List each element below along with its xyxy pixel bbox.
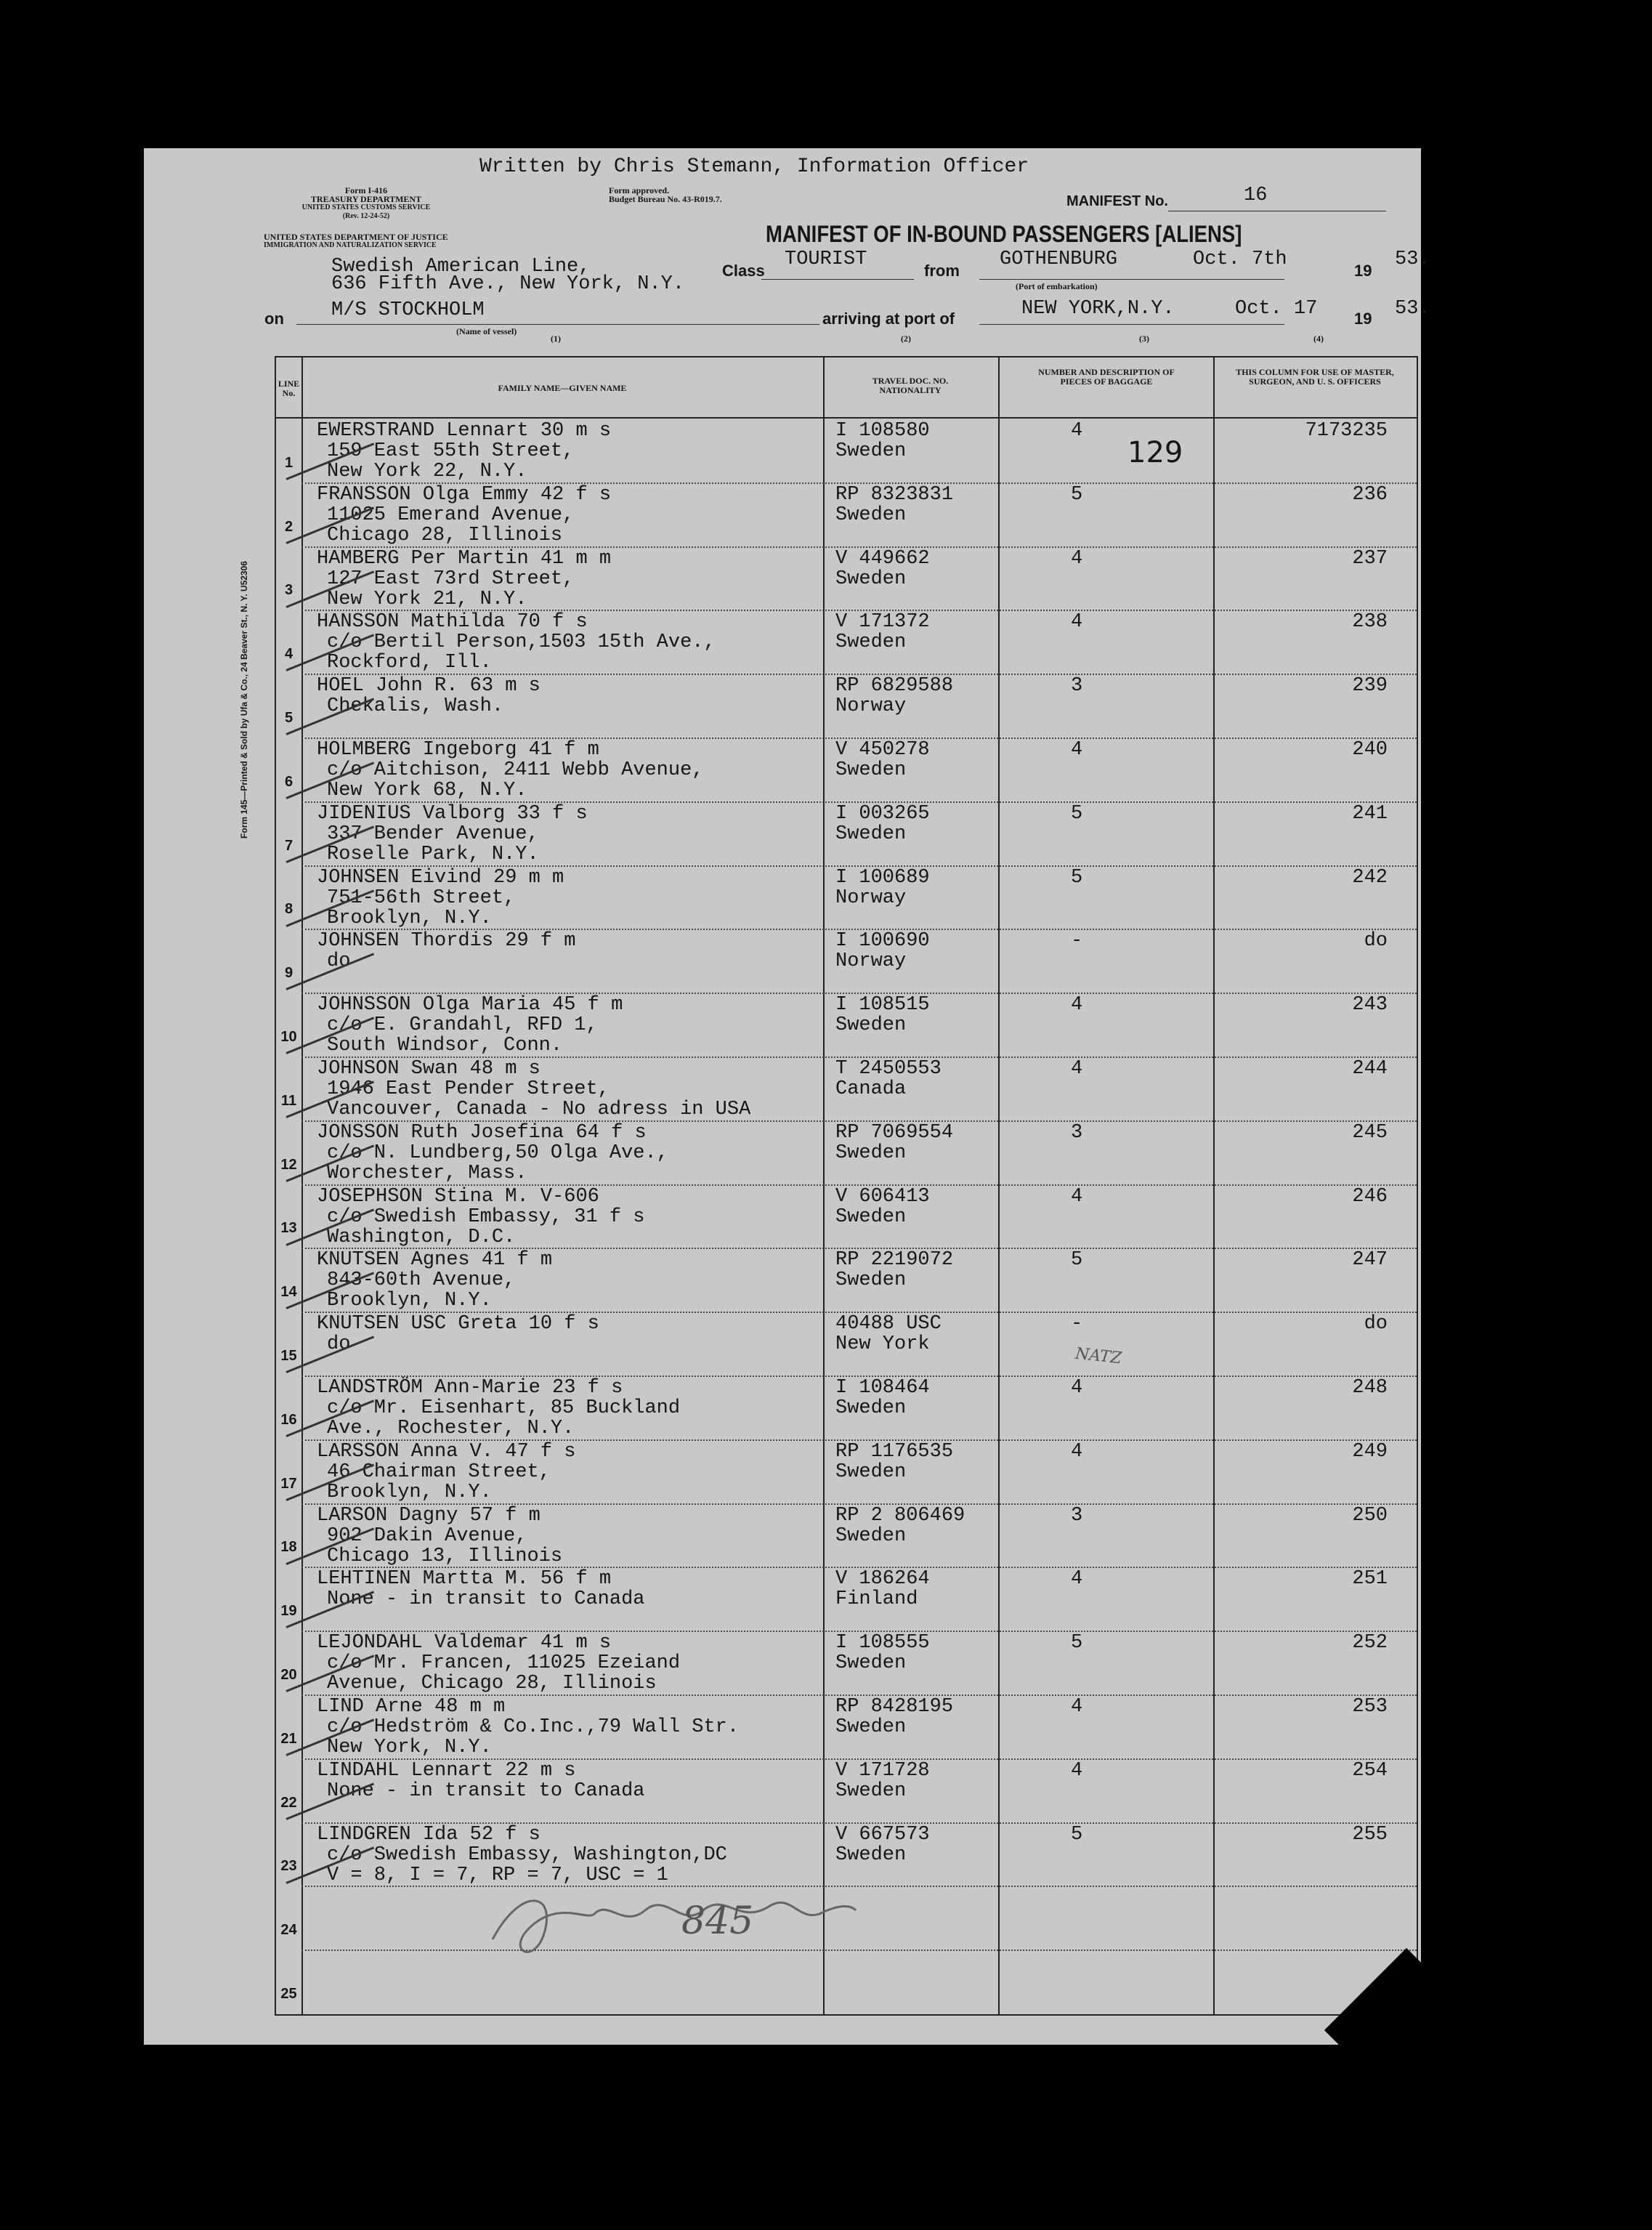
passenger-address-line: c/o Mr. Francen, 11025 Ezeiand [327, 1652, 681, 1675]
nationality: Sweden [835, 1142, 907, 1164]
officer-number: do [1364, 1313, 1388, 1336]
passenger-address-line: Chekalis, Wash. [327, 695, 504, 718]
col-divider [823, 357, 825, 2014]
baggage-count: 4 [1071, 1377, 1083, 1399]
customs-label: UNITED STATES CUSTOMS SERVICE [301, 203, 431, 211]
baggage-count: 3 [1071, 675, 1083, 698]
passenger-name-line: JONSSON Ruth Josefina 64 f s [317, 1121, 647, 1144]
row-number: 14 [280, 1284, 297, 1301]
nationality: Finland [835, 1588, 918, 1611]
class-underline [761, 279, 914, 280]
form-approved: Form approved. [609, 185, 670, 195]
row-number: 17 [280, 1475, 297, 1492]
justice-label: UNITED STATES DEPARTMENT OF JUSTICE [264, 232, 448, 242]
form-side-print: Form 145—Printed & Sold by Ufa & Co., 24 Beaver St., N. Y. U52306 [239, 561, 249, 839]
travel-doc-number: V 606413 [835, 1185, 930, 1208]
baggage-count: 4 [1071, 1440, 1083, 1463]
passenger-address-line: New York 21, N.Y. [327, 588, 527, 610]
travel-doc-number: RP 2219072 [835, 1249, 954, 1272]
row-number: 5 [284, 710, 293, 726]
passenger-address-line: c/o Swedish Embassy, Washington,DC [327, 1843, 727, 1866]
justice-block [264, 233, 448, 250]
passenger-address-line: 337 Bender Avenue, [327, 823, 539, 845]
row-number: 18 [280, 1539, 297, 1556]
handwritten-129: 129 [1127, 436, 1183, 469]
baggage-count: 4 [1071, 1185, 1083, 1208]
departure-date: Oct. 7th [1193, 249, 1287, 270]
passenger-address-line: V = 8, I = 7, RP = 7, USC = 1 [327, 1864, 668, 1886]
passenger-address-line: 1946 East Pender Street, [327, 1078, 610, 1100]
travel-doc-number: V 171728 [835, 1759, 930, 1782]
col-header-travel-doc: TRAVEL DOC. NO. NATIONALITY [872, 376, 949, 395]
nationality: Sweden [835, 631, 907, 654]
manifest-title: MANIFEST OF IN-BOUND PASSENGERS [ALIENS] [766, 221, 1242, 247]
passenger-address-line: c/o Swedish Embassy, 31 f s [327, 1205, 645, 1228]
travel-doc-number: I 108464 [835, 1377, 930, 1399]
form-revision: (Rev. 12-24-52) [342, 212, 390, 220]
row-number: 1 [284, 454, 293, 471]
passenger-address-line: c/o E. Grandahl, RFD 1, [327, 1014, 598, 1037]
row-number: 23 [280, 1858, 297, 1875]
row-number: 8 [284, 901, 293, 918]
manifest-no-value: 16 [1244, 185, 1268, 206]
passenger-address-line: Ave., Rochester, N.Y. [327, 1418, 575, 1439]
officer-number: 253 [1352, 1696, 1388, 1718]
form-number: Form I-416 [344, 185, 388, 195]
passenger-address-line: c/o Hedström & Co.Inc.,79 Wall Str. [327, 1716, 740, 1738]
travel-doc-number: T 2450553 [835, 1058, 942, 1080]
passenger-name-line: LINDGREN Ida 52 f s [317, 1823, 540, 1846]
passenger-name-line: JOHNSEN Eivind 29 m m [317, 866, 564, 889]
arrival-port: NEW YORK,N.Y. [1021, 298, 1175, 320]
passenger-address-line: 159 East 55th Street, [327, 440, 575, 462]
passenger-name-line: FRANSSON Olga Emmy 42 f s [317, 483, 612, 506]
officer-number: 251 [1352, 1568, 1388, 1591]
baggage-count: 4 [1071, 420, 1083, 442]
row-number: 3 [284, 582, 293, 599]
travel-doc-number: V 450278 [835, 739, 930, 761]
row-number: 6 [284, 773, 293, 790]
officer-number: 240 [1352, 739, 1388, 761]
officer-number: 248 [1352, 1377, 1388, 1399]
officer-number: do [1364, 930, 1388, 953]
baggage-count: 5 [1071, 1632, 1083, 1655]
budget-bureau: Budget Bureau No. 43-R019.7. [609, 194, 722, 204]
passenger-address-line: Roselle Park, N.Y. [327, 843, 539, 865]
vessel-underline [296, 324, 819, 325]
passenger-address-line: New York, N.Y. [327, 1737, 492, 1758]
travel-doc-number: V 449662 [835, 547, 930, 570]
officer-number: 244 [1352, 1058, 1388, 1080]
passenger-address-line: do [327, 950, 351, 973]
nationality: Sweden [835, 1652, 907, 1675]
nationality: Sweden [835, 504, 907, 526]
header-divider [276, 417, 1417, 419]
passenger-address-line: Rockford, Ill. [327, 652, 492, 674]
officer-number: 237 [1352, 547, 1388, 570]
passenger-name-line: JOSEPHSON Stina M. V-606 [317, 1185, 599, 1208]
nationality: Sweden [835, 823, 907, 845]
passenger-name-line: LEHTINEN Martta M. 56 f m [317, 1568, 612, 1591]
from-label: from [924, 262, 960, 280]
passenger-address-line: Worchester, Mass. [327, 1162, 527, 1184]
nationality: Sweden [835, 440, 907, 462]
officer-number: 249 [1352, 1440, 1388, 1463]
nationality: Sweden [835, 1397, 907, 1419]
baggage-count: 4 [1071, 1696, 1083, 1718]
travel-doc-number: 40488 USC [835, 1313, 942, 1336]
year-prefix-1: 19 [1354, 262, 1372, 280]
passenger-name-line: JOHNSON Swan 48 m s [317, 1058, 540, 1080]
year-value-1: 53. [1395, 249, 1430, 270]
nationality: Sweden [835, 1843, 907, 1866]
port-embarkation-caption: (Port of embarkation) [1016, 281, 1098, 291]
passenger-address-line: do [327, 1333, 351, 1356]
class-label: Class [722, 262, 765, 280]
passenger-name-line: HANSSON Mathilda 70 f s [317, 611, 588, 634]
baggage-count: 5 [1071, 1823, 1083, 1846]
nationality: Sweden [835, 1716, 907, 1738]
passenger-name-line: LANDSTRÖM Ann-Marie 23 f s [317, 1377, 623, 1399]
year-prefix-2: 19 [1354, 310, 1372, 328]
nationality: Sweden [835, 567, 907, 590]
baggage-count: - [1071, 930, 1083, 953]
arriving-label: arriving at port of [822, 310, 955, 328]
row-number: 20 [280, 1667, 297, 1683]
officer-number: 252 [1352, 1632, 1388, 1655]
passenger-address-line: Washington, D.C. [327, 1226, 516, 1248]
passenger-address-line: Brooklyn, N.Y. [327, 1481, 492, 1503]
baggage-count: - [1071, 1313, 1083, 1336]
travel-doc-number: I 100690 [835, 930, 930, 953]
shipping-line-address: 636 Fifth Ave., New York, N.Y. [331, 273, 685, 295]
travel-doc-number: V 171372 [835, 611, 930, 634]
vessel-caption: (Name of vessel) [456, 326, 517, 336]
row-number: 15 [280, 1348, 297, 1364]
officer-number: 245 [1352, 1121, 1388, 1144]
row-number: 21 [280, 1730, 297, 1747]
officer-number: 243 [1352, 994, 1388, 1017]
passenger-address-line: New York 68, N.Y. [327, 780, 527, 801]
travel-doc-number: I 100689 [835, 866, 930, 889]
row-number: 16 [280, 1411, 297, 1428]
ins-label: IMMIGRATION AND NATURALIZATION SERVICE [264, 241, 437, 249]
row-number: 25 [280, 1986, 297, 2002]
passenger-address-line: 751-56th Street, [327, 886, 516, 909]
nationality: Sweden [835, 1524, 907, 1547]
travel-doc-number: RP 6829588 [835, 675, 954, 698]
passenger-address-line: None - in transit to Canada [327, 1779, 645, 1802]
passenger-address-line: New York 22, N.Y. [327, 461, 527, 482]
officer-number: 255 [1352, 1823, 1388, 1846]
passenger-address-line: 127 East 73rd Street, [327, 567, 575, 590]
passenger-address-line: c/o Mr. Eisenhart, 85 Buckland [327, 1397, 681, 1419]
baggage-count: 5 [1071, 866, 1083, 889]
col1-caption: (1) [551, 334, 561, 344]
col2-caption: (2) [901, 334, 911, 344]
passenger-name-line: LARSON Dagny 57 f m [317, 1504, 540, 1527]
from-underline [979, 279, 1284, 280]
row-number: 11 [280, 1092, 297, 1109]
arrival-underline [979, 324, 1284, 325]
passenger-name-line: JOHNSSON Olga Maria 45 f m [317, 994, 623, 1017]
arrival-date: Oct. 17 [1235, 298, 1318, 320]
passenger-address-line: None - in transit to Canada [327, 1588, 645, 1611]
passenger-address-line: c/o Aitchison, 2411 Webb Avenue, [327, 759, 704, 781]
row-number: 13 [280, 1220, 297, 1237]
treasury-block [293, 186, 439, 221]
officer-number: 254 [1352, 1759, 1388, 1782]
passenger-name-line: HOEL John R. 63 m s [317, 675, 540, 698]
on-label: on [264, 310, 284, 328]
col-divider [998, 357, 1000, 2014]
nationality: Sweden [835, 1269, 907, 1292]
passenger-address-line: Chicago 13, Illinois [327, 1545, 563, 1567]
passenger-address-line: Brooklyn, N.Y. [327, 907, 492, 929]
nationality: Canada [835, 1078, 907, 1100]
row-number: 4 [284, 646, 293, 663]
officer-number: 236 [1352, 483, 1388, 506]
approval-block [609, 186, 722, 203]
passenger-name-line: HOLMBERG Ingeborg 41 f m [317, 739, 599, 761]
baggage-count: 5 [1071, 1249, 1083, 1272]
passenger-name-line: KNUTSEN Agnes 41 f m [317, 1249, 553, 1272]
nationality: Sweden [835, 1014, 907, 1037]
passenger-name-line: HAMBERG Per Martin 41 m m [317, 547, 612, 570]
passenger-name-line: LIND Arne 48 m m [317, 1696, 506, 1718]
row-number: 2 [284, 518, 293, 535]
baggage-count: 4 [1071, 611, 1083, 634]
row-number: 12 [280, 1156, 297, 1173]
nationality: New York [835, 1333, 930, 1356]
travel-doc-number: I 003265 [835, 802, 930, 825]
passenger-address-line: Chicago 28, Illinois [327, 524, 563, 546]
officer-number: 7173235 [1305, 420, 1388, 442]
travel-doc-number: V 186264 [835, 1568, 930, 1591]
officer-number: 239 [1352, 675, 1388, 698]
handwritten-845: 845 [681, 1899, 754, 1943]
passenger-name-line: JOHNSEN Thordis 29 f m [317, 930, 576, 953]
travel-doc-number: I 108515 [835, 994, 930, 1017]
shipping-line-name: Swedish American Line, [331, 256, 591, 278]
officer-number: 241 [1352, 802, 1388, 825]
officer-number: 250 [1352, 1504, 1388, 1527]
row-number: 9 [284, 965, 293, 982]
passenger-name-line: EWERSTRAND Lennart 30 m s [317, 420, 612, 442]
col-divider [301, 357, 303, 2014]
baggage-count: 4 [1071, 1759, 1083, 1782]
passenger-address-line: c/o N. Lundberg,50 Olga Ave., [327, 1142, 668, 1164]
col4-caption: (4) [1313, 334, 1324, 344]
baggage-count: 5 [1071, 483, 1083, 506]
nationality: Sweden [835, 1779, 907, 1802]
manifest-no-label: MANIFEST No. [1066, 193, 1168, 209]
passenger-name-line: LEJONDAHL Valdemar 41 m s [317, 1632, 612, 1655]
baggage-count: 4 [1071, 994, 1083, 1017]
row-number: 7 [284, 837, 293, 854]
travel-doc-number: I 108580 [835, 420, 930, 442]
passenger-address-line: Brooklyn, N.Y. [327, 1290, 492, 1312]
passenger-name-line: KNUTSEN USC Greta 10 f s [317, 1313, 599, 1336]
baggage-count: 5 [1071, 802, 1083, 825]
nationality: Sweden [835, 1461, 907, 1483]
passenger-table [275, 356, 1418, 2016]
col-header-line-no: LINE No. [278, 379, 300, 398]
row-number: 10 [280, 1029, 297, 1045]
vessel-name: M/S STOCKHOLM [331, 299, 485, 321]
nationality: Norway [835, 950, 907, 973]
passenger-address-line: 46 Chairman Street, [327, 1461, 551, 1483]
col-header-baggage: NUMBER AND DESCRIPTION OF PIECES OF BAGGAGE [1038, 367, 1175, 387]
nationality: Sweden [835, 1205, 907, 1228]
passenger-address-line: 843-60th Avenue, [327, 1269, 516, 1292]
row-number: 22 [280, 1794, 297, 1811]
baggage-count: 4 [1071, 1568, 1083, 1591]
officer-number: 238 [1352, 611, 1388, 634]
row-number: 19 [280, 1603, 297, 1620]
travel-doc-number: RP 8323831 [835, 483, 954, 506]
passenger-address-line: South Windsor, Conn. [327, 1035, 563, 1057]
passenger-address-line: 11025 Emerand Avenue, [327, 504, 575, 526]
treasury-label: TREASURY DEPARTMENT [310, 194, 422, 204]
class-value: TOURIST [785, 249, 867, 270]
col3-caption: (3) [1139, 334, 1149, 344]
passenger-address-line: c/o Bertil Person,1503 15th Ave., [327, 631, 716, 654]
baggage-count: 3 [1071, 1121, 1083, 1144]
officer-number: 242 [1352, 866, 1388, 889]
col-header-officers: THIS COLUMN FOR USE OF MASTER, SURGEON, AND U. S. OFFICERS [1236, 367, 1394, 387]
passenger-address-line: 902 Dakin Avenue, [327, 1524, 527, 1547]
from-port: GOTHENBURG [1000, 249, 1118, 270]
travel-doc-number: RP 8428195 [835, 1696, 954, 1718]
passenger-name-line: LINDAHL Lennart 22 m s [317, 1759, 576, 1782]
handwritten-natz: NATZ [1074, 1344, 1123, 1368]
officer-number: 246 [1352, 1185, 1388, 1208]
passenger-address-line: Avenue, Chicago 28, Illinois [327, 1673, 657, 1695]
passenger-address-line: Vancouver, Canada - No adress in USA [327, 1099, 751, 1120]
officer-number: 247 [1352, 1249, 1388, 1272]
written-by-line: Written by Chris Stemann, Information Officer [479, 155, 1029, 178]
year-value-2: 53. [1395, 298, 1430, 320]
travel-doc-number: V 667573 [835, 1823, 930, 1846]
passenger-name-line: JIDENIUS Valborg 33 f s [317, 802, 588, 825]
manifest-page [144, 148, 1430, 2045]
baggage-count: 4 [1071, 1058, 1083, 1080]
nationality: Sweden [835, 759, 907, 781]
travel-doc-number: I 108555 [835, 1632, 930, 1655]
travel-doc-number: RP 1176535 [835, 1440, 954, 1463]
nationality: Norway [835, 695, 907, 718]
baggage-count: 4 [1071, 547, 1083, 570]
travel-doc-number: RP 7069554 [835, 1121, 954, 1144]
travel-doc-number: RP 2 806469 [835, 1504, 965, 1527]
nationality: Norway [835, 886, 907, 909]
col-header-name: FAMILY NAME—GIVEN NAME [498, 383, 627, 393]
row-number: 24 [280, 1922, 297, 1939]
baggage-count: 4 [1071, 739, 1083, 761]
baggage-count: 3 [1071, 1504, 1083, 1527]
passenger-name-line: LARSSON Anna V. 47 f s [317, 1440, 576, 1463]
